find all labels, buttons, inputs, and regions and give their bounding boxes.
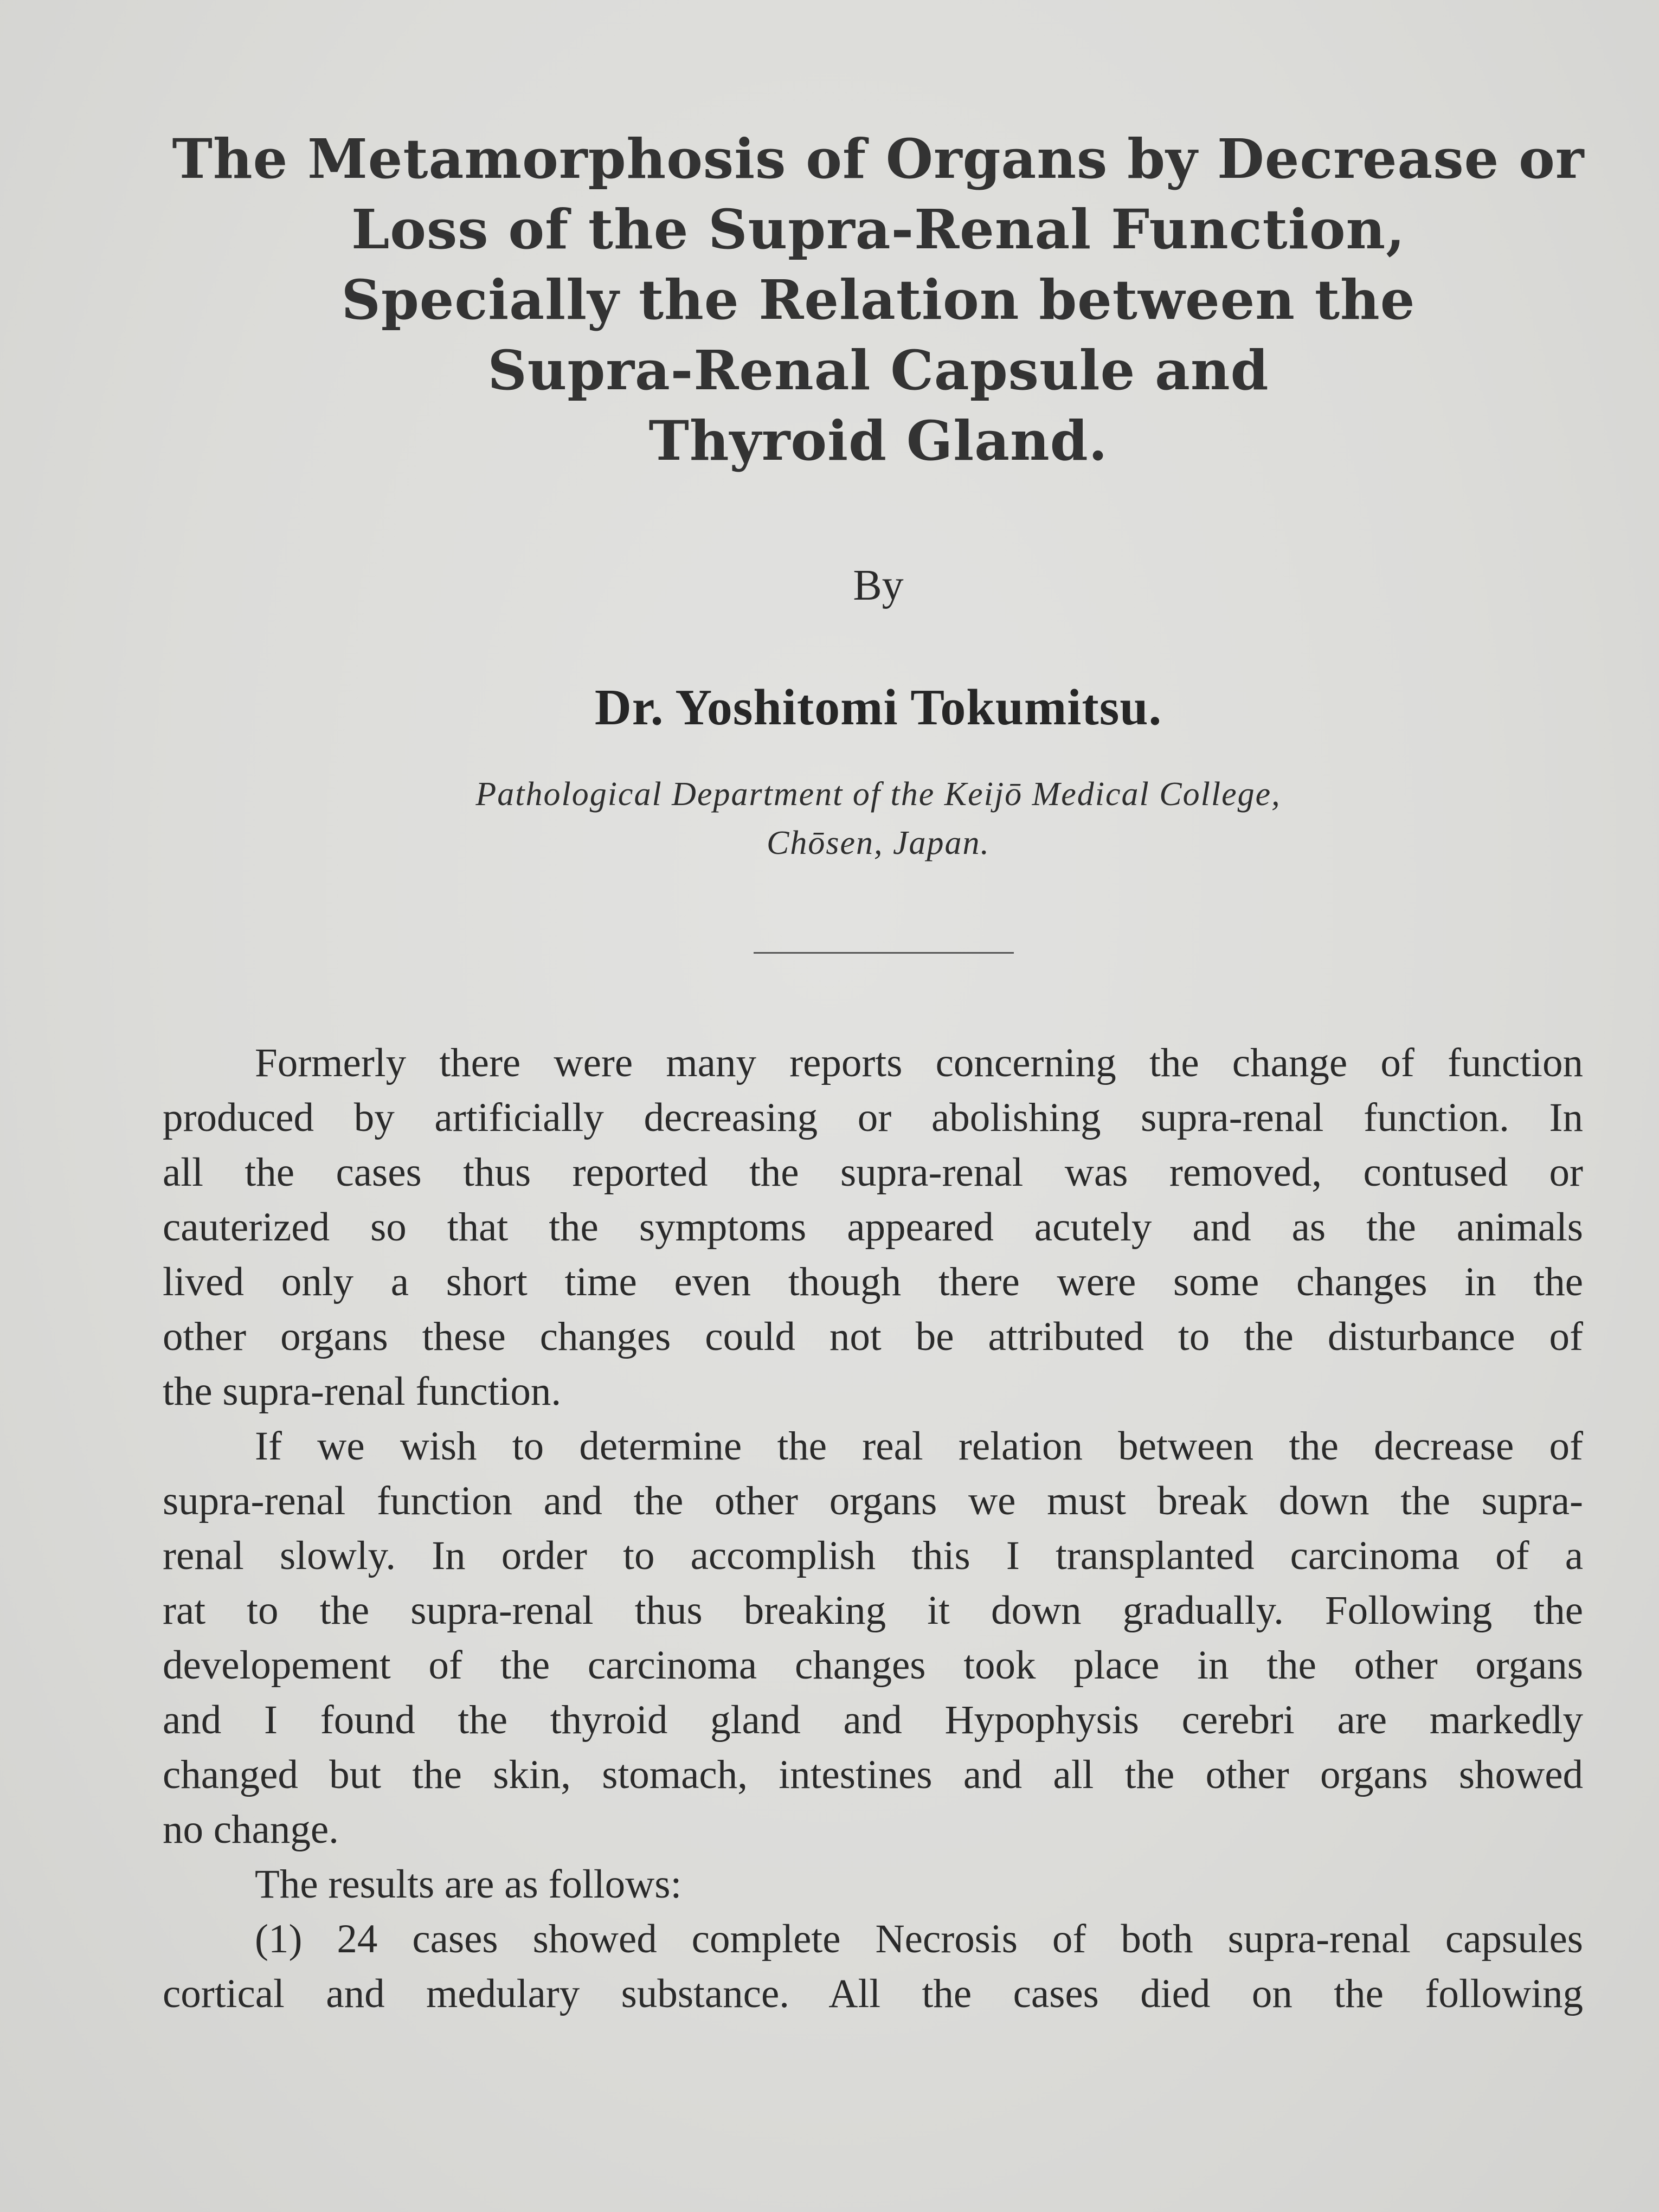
body-line: If we wish to determine the real relation between the decrease of	[255, 1424, 1583, 1469]
title-line: Specially the Relation between the	[341, 268, 1416, 332]
body-line: renal slowly. In order to accomplish this I transplanted carcinoma of a	[163, 1533, 1583, 1578]
body-line: no change.	[163, 1807, 339, 1852]
body-line: and I found the thyroid gland and Hypophysis cerebri are markedly	[163, 1697, 1583, 1742]
affiliation-line: Pathological Department of the Keijō Medical College,	[475, 776, 1281, 813]
body-line: other organs these changes could not be attributed to the disturbance of	[163, 1314, 1583, 1359]
affiliation-line: Chōsen, Japan.	[766, 825, 991, 861]
title-line: Supra-Renal Capsule and	[487, 338, 1269, 402]
body-line: the supra-renal function.	[163, 1369, 562, 1414]
body-line: cauterized so that the symptoms appeared acutely and as the animals	[163, 1205, 1583, 1250]
author-name: Dr. Yoshitomi Tokumitsu.	[594, 679, 1162, 736]
body-text	[163, 1036, 1583, 2021]
paper-title	[108, 124, 1648, 476]
body-line: Formerly there were many reports concerning the change of function	[255, 1040, 1583, 1085]
title-line: Loss of the Supra-Renal Function,	[351, 197, 1406, 261]
body-line: changed but the skin, stomach, intestines and all the other organs showed	[163, 1752, 1583, 1797]
section-divider	[754, 952, 1014, 954]
body-line: (1) 24 cases showed complete Necrosis of both supra-renal capsules	[255, 1917, 1583, 1962]
body-line: all the cases thus reported the supra-renal was removed, contused or	[163, 1150, 1583, 1195]
body-line: developement of the carcinoma changes took place in the other organs	[163, 1643, 1583, 1688]
body-line: The results are as follows:	[255, 1862, 682, 1907]
body-line: cortical and medulary substance. All the cases died on the following	[163, 1971, 1583, 2016]
body-line: supra-renal function and the other organs we must break down the supra-	[163, 1478, 1583, 1523]
body-line: produced by artificially decreasing or abolishing supra-renal function. In	[163, 1095, 1583, 1140]
body-line: rat to the supra-renal thus breaking it down gradually. Following the	[163, 1588, 1583, 1633]
body-line: lived only a short time even though there were some changes in the	[163, 1259, 1583, 1304]
author-affiliation	[108, 770, 1648, 867]
title-line: Thyroid Gland.	[648, 409, 1108, 473]
title-line: The Metamorphosis of Organs by Decrease or	[172, 127, 1585, 191]
byline-label: By	[853, 562, 904, 609]
